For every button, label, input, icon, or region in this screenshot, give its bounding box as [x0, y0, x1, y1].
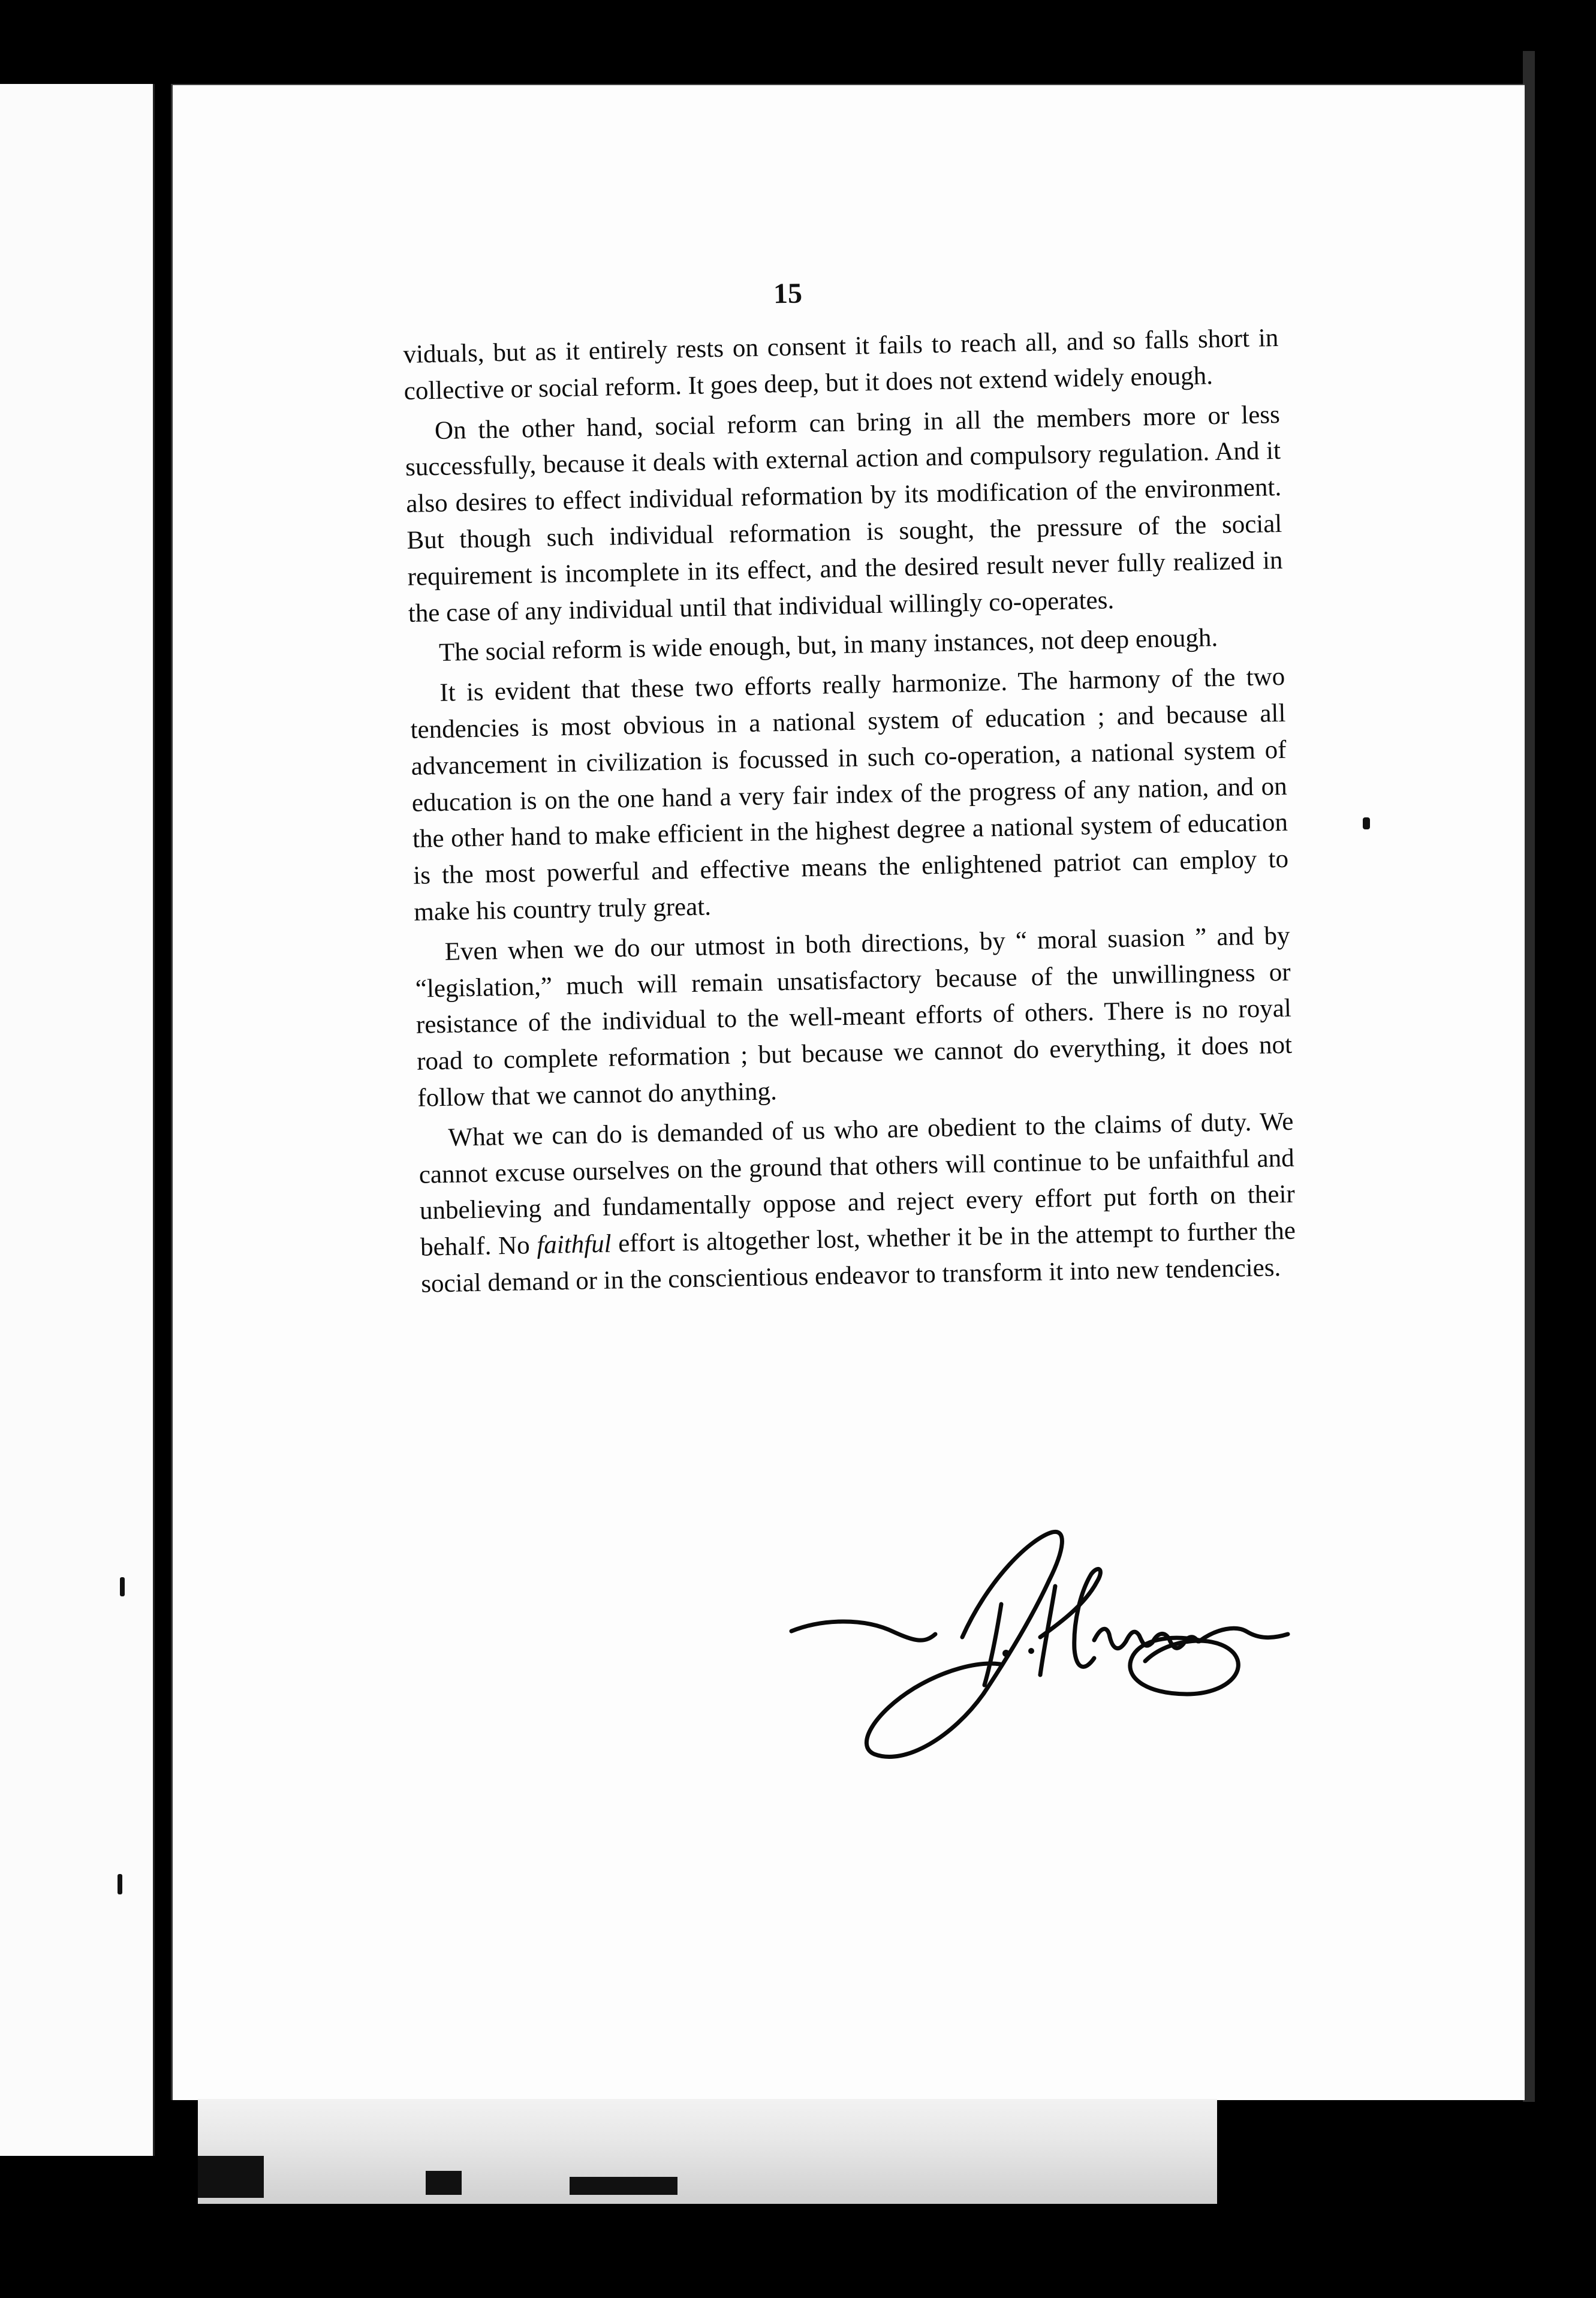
page-bottom-edge	[198, 2099, 1217, 2204]
margin-mark	[120, 1577, 125, 1596]
handwritten-signature	[785, 1514, 1295, 1772]
paragraph-text: viduals, but as it entirely rests on consent it fails to reach all, and so falls short in collective or social reform. It goes deep, but it does not extend widely enough.	[403, 323, 1279, 405]
facing-page-edge	[0, 84, 155, 2156]
book-spine-edge	[1523, 51, 1535, 2102]
body-text	[403, 320, 1297, 1306]
paragraph-text: Even when we do our utmost in both directions, by “ moral suasion ” and by “legislation,” much will remain unsatisfactory because of the unwillingness or resistance of the individual to the well-meant efforts of others. There is no royal road to complete reformation ; but because we cannot do everything, it does not follow that we cannot do anything.	[415, 921, 1293, 1112]
paragraph	[414, 918, 1293, 1117]
paragraph	[409, 659, 1290, 931]
page-number: 15	[773, 277, 803, 310]
italic-text: faithful	[536, 1229, 612, 1260]
paragraph-text: It is evident that these two efforts really harmonize. The harmony of the two tendencies is most obvious in a national system of education ; and because all advancement in civilization is focussed in such co-operation, a national system of education is on the one hand a very fair index of the progress of any nation, and on the other hand to make efficient in the highest degree a national system of education is the most powerful and effective means the enlightened patriot can employ to make his country truly great.	[410, 663, 1289, 927]
paragraph-text: The social reform is wide enough, but, in many instances, not deep enough.	[438, 624, 1218, 667]
paragraph-text: On the other hand, social reform can bring in all the members more or less successfully, because it deals with external action and compulsory regulation. And it also desires to effect individual reformation by its modification of the environment. But though such individual reformation is sought, the pressure of the social requirement is incomplete in its effect, and the desired result never fully realized in the case of any individual until that individual willingly co-operates.	[405, 400, 1283, 628]
paragraph	[404, 397, 1284, 633]
paragraph	[418, 1103, 1297, 1303]
stray-ink-mark	[1363, 817, 1370, 829]
margin-mark	[118, 1874, 122, 1894]
paragraph-text: effort is altogether lost, whether it be in the attempt to further the social demand or in the conscientious endeavor to transform it into new tendencies.	[420, 1216, 1296, 1298]
paragraph-text: What we can do is demanded of us who are obedient to the claims of duty. We cannot excuse ourselves on the ground that others will continue to be unfaithful and unbelieving and fundamentally oppose and reject every effort put forth on their behalf. No	[418, 1107, 1296, 1262]
